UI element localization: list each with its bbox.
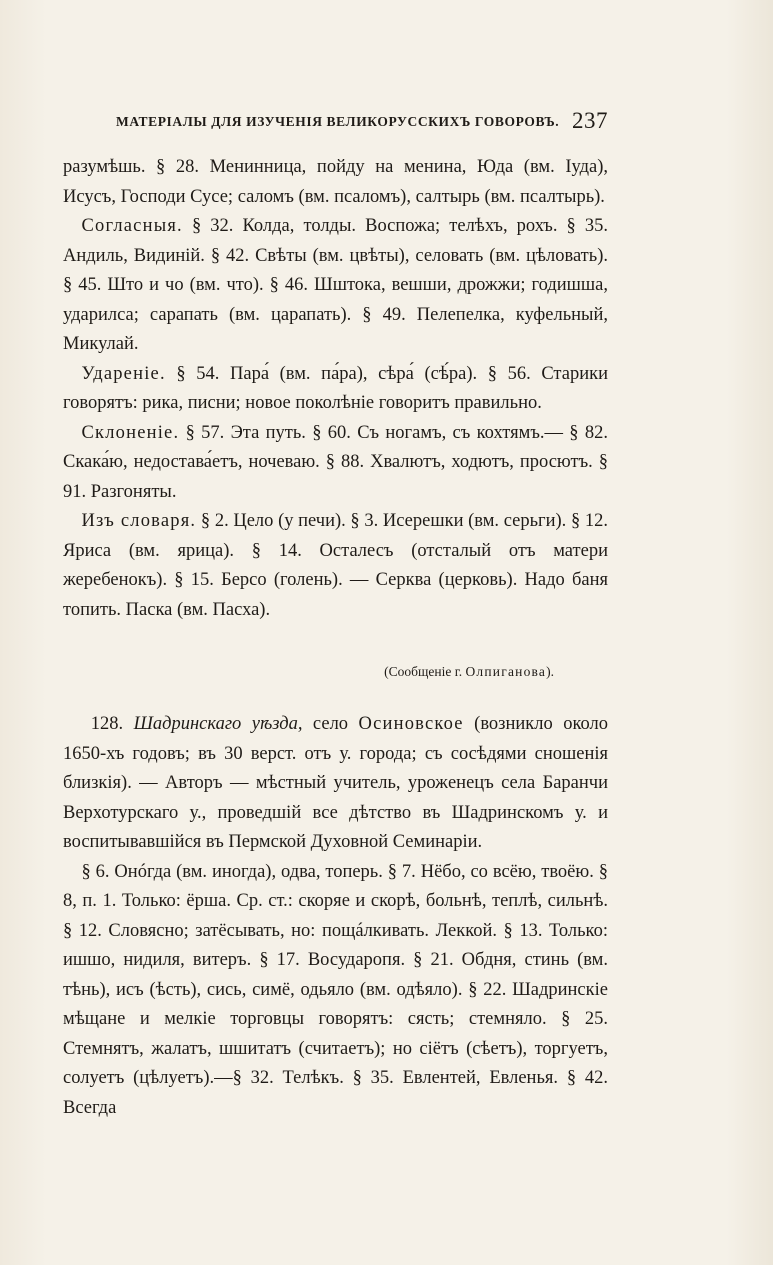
paragraph-text: (возникло около 1650-хъ годовъ; въ 30 верст. отъ у. города; съ сосѣдями сношенія близкія). — Авторъ — мѣстный учитель, урожeнецъ села Баранчи Верхотурскаго у., проведшій все дѣтство въ Шадринскомъ у. и воспитывавшійся въ Пермской Духовной Семинаріи. (63, 714, 608, 852)
paragraph-text: § 57. Эта путь. § 60. Съ ногамъ, съ кохтямъ.— § 82. Скака́ю, недостава́етъ, ночеваю. § 88. Хвалютъ, ходютъ, просютъ. § 91. Разгоняты. (63, 422, 608, 502)
section-heading: Согласныя. (81, 216, 183, 236)
paragraph-text: § 2. Цело (у печи). § 3. Исерешки (вм. серьги). § 12. Яриса (вм. ярица). § 14. Осталесъ (отсталый отъ матери жеребенокъ). § 15. Берсо (голень). — Серква (церковь). Надо баня топить. Паска (вм. Пасха). (63, 511, 608, 620)
page-number: 237 (572, 108, 608, 133)
paragraph-text: § 54. Пара́ (вм. па́ра), сѣра́ (сѣ́ра). § 56. Старики говорятъ: рика, писни; новое поколѣніе говоритъ правильно. (63, 363, 608, 413)
paragraph-text: § 6. Онóгда (вм. иногда), одва, топерь. § 7. Нёбо, со всёю, твоёю. § 8, п. 1. Только: ёрша. Ср. ст.: скоряе и скорѣ, больнѣ, теплѣ, сильнѣ. § 12. Словясно; затёсывать, но: пощáлкивать. Леккой. § 13. Только: ишшо, нидиля, витеръ. § 17. Восударопя. § 21. Обдня, стинь (вм. тѣнь), исъ (ѣсть), сись, симё, одьяло (вм. одѣяло). § 22. Шадринскіе мѣщане и мелкіе торговцы говорятъ: сясть; стемняло. § 25. Стемнятъ, жалатъ, шшитатъ (считаетъ); но сіётъ (сѣетъ), торгуетъ, солуетъ (цѣлуетъ).—§ 32. Телѣкъ. § 35. Евлентей, Евленья. § 42. Всегда (63, 861, 608, 1118)
entry-number: 128. (90, 714, 134, 734)
district-name: Шадринскаго уѣзда, (133, 714, 303, 734)
paragraph (63, 858, 608, 1124)
source-name: Олпиганова (465, 664, 547, 679)
paragraph (63, 212, 608, 360)
paragraph: разумѣшь. § 28. Менинница, пойду на менина, Юда (вм. Іуда), Исусъ, Господи Сусе; саломъ (вм. псаломъ), салтырь (вм. псалтырь). (63, 157, 608, 207)
running-title: МАТЕРІАЛЫ ДЛЯ ИЗУЧЕНІЯ ВЕЛИКОРУССКИХЪ ГОВОРОВЪ. (116, 114, 560, 129)
source-note (63, 664, 608, 680)
paragraph-text: § 32. Колда, толды. Воспожа; телѣхъ, рохъ. § 35. Андиль, Видиній. § 42. Свѣты (вм. цвѣты), селовать (вм. цѣловать). § 45. Што и чо (вм. что). § 46. Шштока, вешши, дрожжи; годишша, ударилса; сарапать (вм. царапать). § 49. Пелепелка, куфельный, Микулай. (63, 216, 608, 354)
page-header (116, 108, 608, 138)
paragraph (63, 419, 608, 508)
paragraph-text: село (302, 714, 359, 734)
source-prefix: (Сообщеніе г. (384, 664, 466, 679)
section-1-text (63, 153, 608, 625)
source-suffix: ). (546, 664, 554, 679)
paragraph (63, 507, 608, 625)
section-heading: Склоненіе. (81, 422, 180, 443)
paragraph (63, 360, 608, 419)
section-heading: Удареніе. (81, 363, 166, 384)
section-2-text (63, 710, 608, 1123)
village-name: Осиновское (358, 714, 464, 734)
paragraph (63, 710, 608, 858)
section-heading: Изъ словаря. (81, 511, 197, 531)
